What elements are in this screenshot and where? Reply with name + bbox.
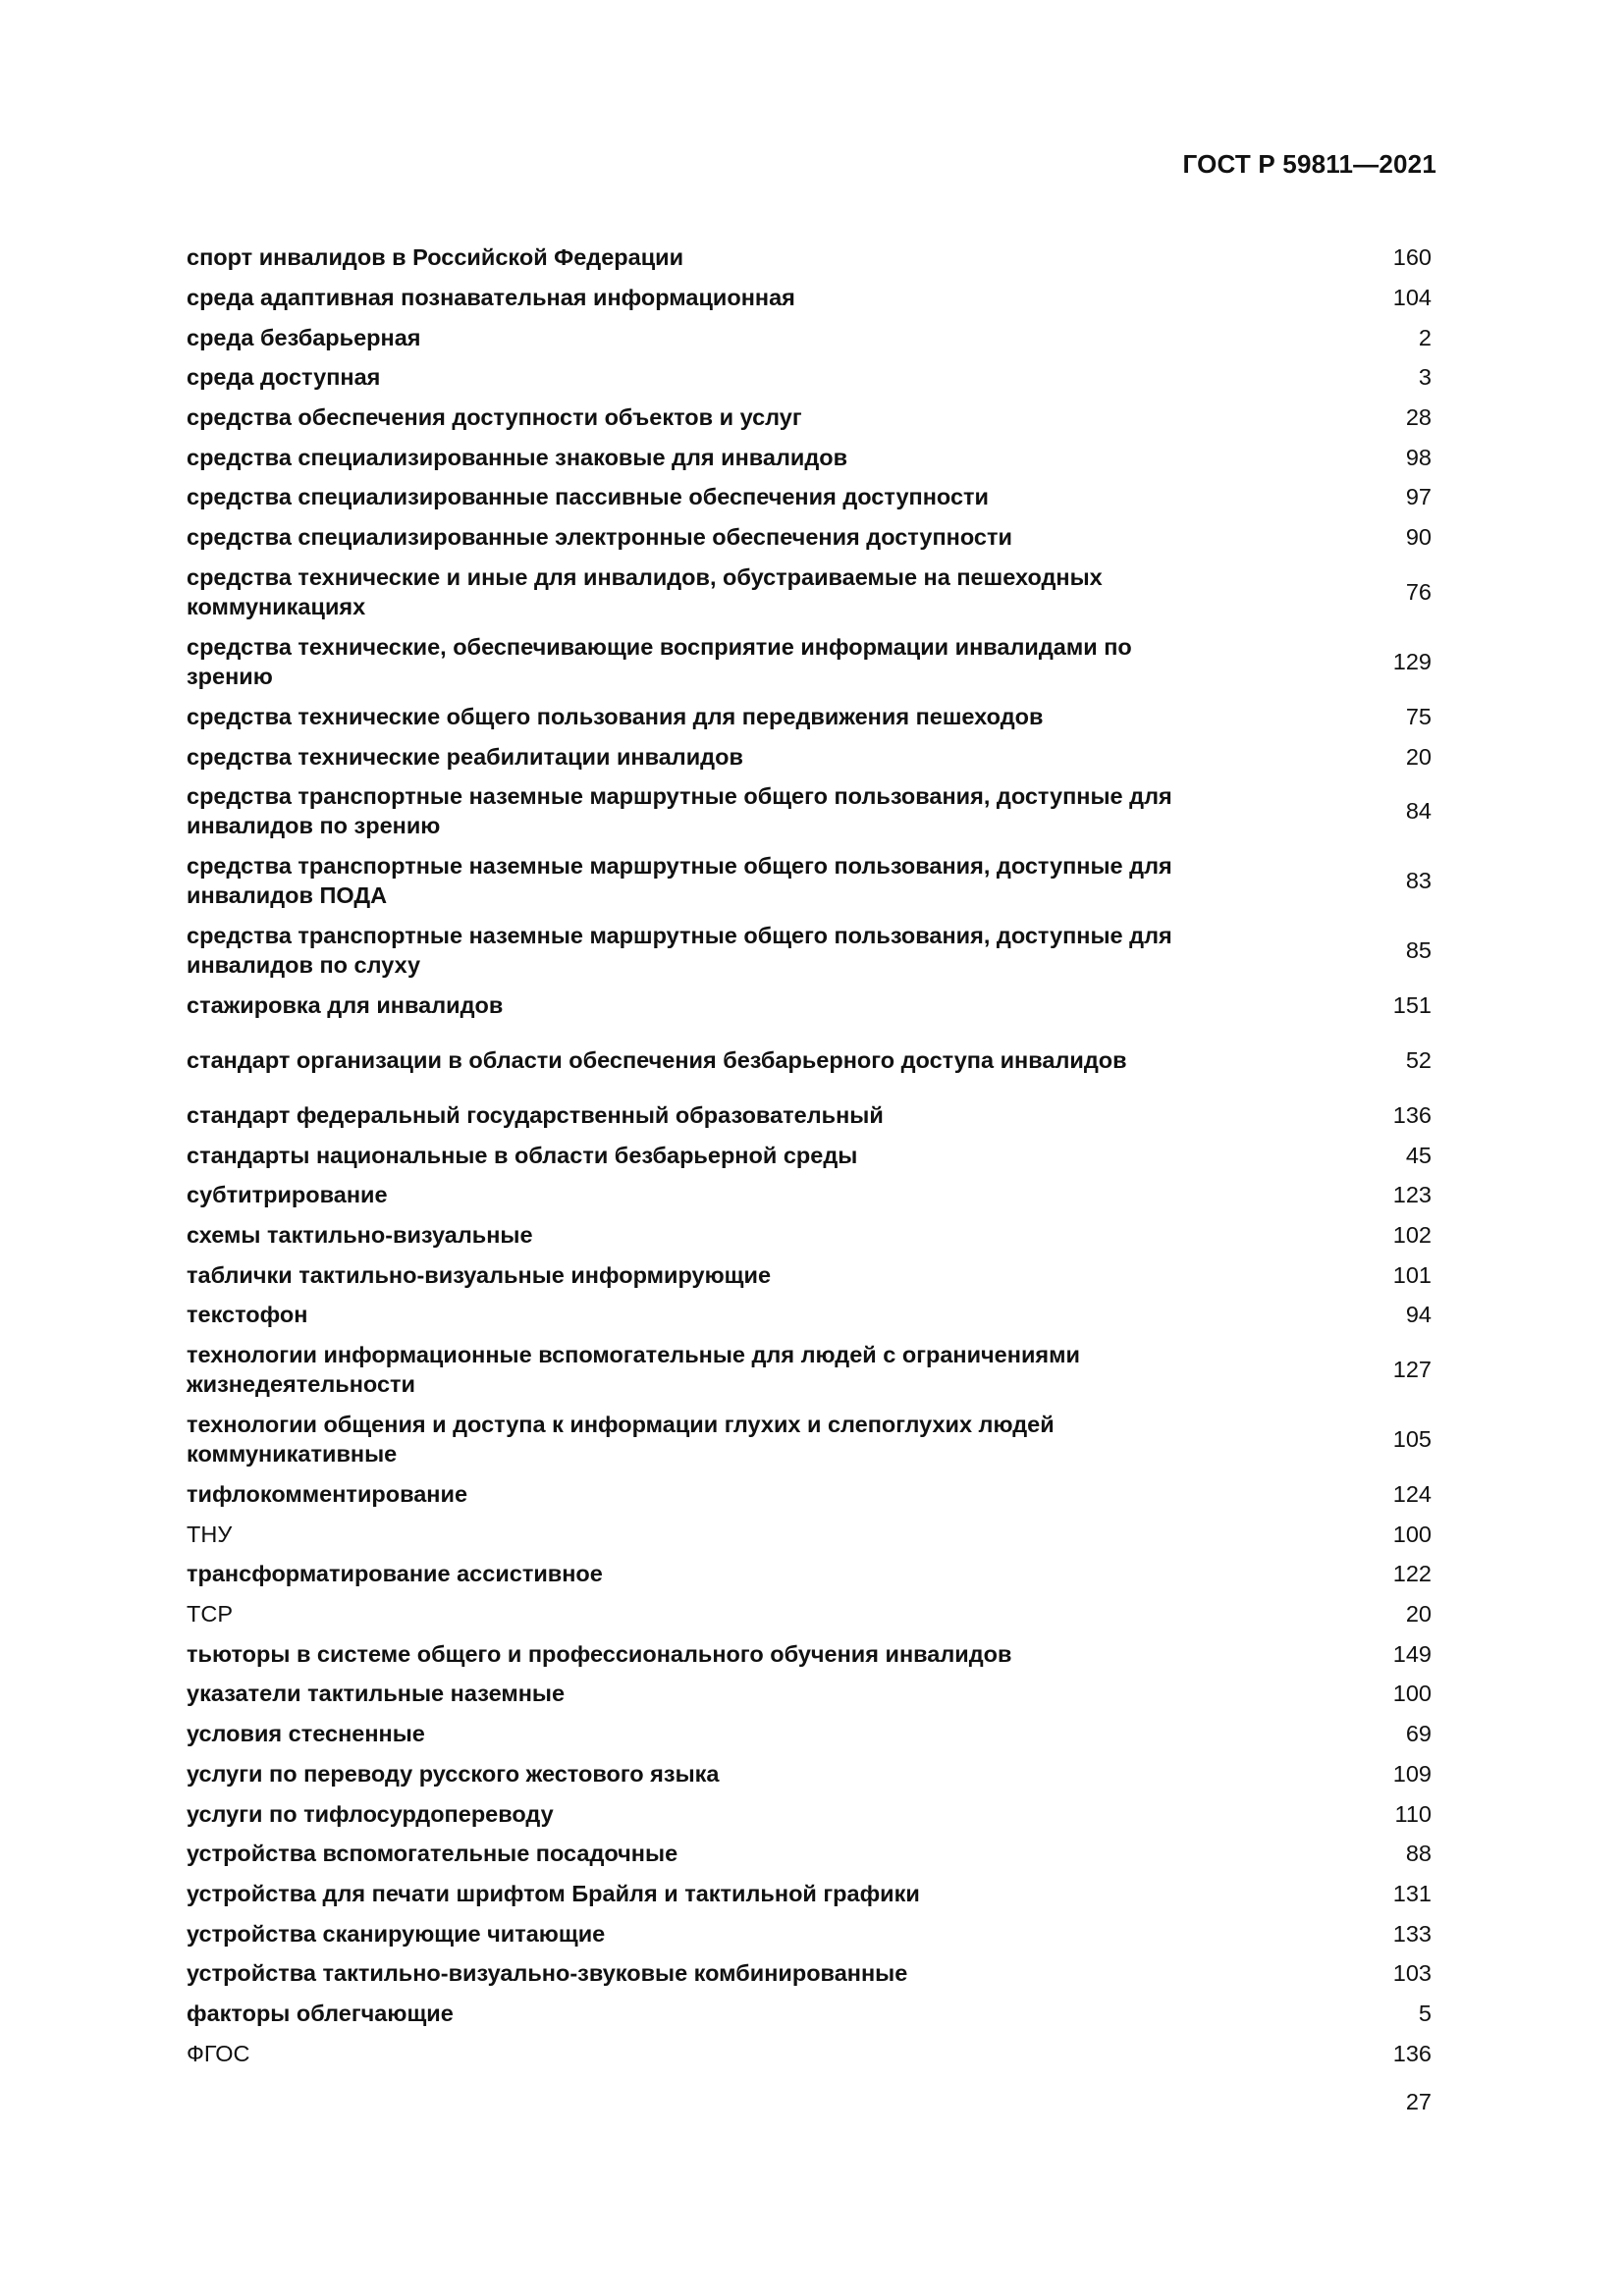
index-entry bbox=[187, 846, 1432, 916]
index-term: средства специализированные знаковые для инвалидов bbox=[187, 444, 848, 470]
index-entry bbox=[187, 437, 1432, 477]
index-entry bbox=[187, 1994, 1432, 2034]
index-number: 123 bbox=[1392, 1182, 1432, 1208]
index-entry bbox=[187, 1554, 1432, 1594]
index-entry bbox=[187, 357, 1432, 398]
index-term: средства технические реабилитации инвалидов bbox=[187, 743, 743, 770]
index-entry bbox=[187, 1095, 1432, 1136]
index-term: стандарты национальные в области безбарьерной среды bbox=[187, 1142, 858, 1168]
index-entry bbox=[187, 1135, 1432, 1175]
index-entry bbox=[187, 1474, 1432, 1515]
index-entry bbox=[187, 1295, 1432, 1335]
index-number: 122 bbox=[1392, 1561, 1432, 1587]
index-term: стандарт федеральный государственный образовательный bbox=[187, 1101, 884, 1128]
index-number: 104 bbox=[1392, 285, 1432, 311]
index-term: указатели тактильные наземные bbox=[187, 1681, 566, 1707]
index-term: средства технические, обеспечивающие восприятие информации инвалидами по зрению bbox=[187, 634, 1132, 689]
index-term: среда доступная bbox=[187, 364, 381, 391]
index-term: схемы тактильно-визуальные bbox=[187, 1221, 533, 1248]
index-number: 124 bbox=[1392, 1481, 1432, 1508]
index-entry bbox=[187, 1674, 1432, 1714]
index-entry bbox=[187, 697, 1432, 737]
index-number: 88 bbox=[1405, 1841, 1432, 1867]
index-number: 100 bbox=[1392, 1521, 1432, 1547]
index-entry bbox=[187, 1633, 1432, 1674]
index-number: 20 bbox=[1405, 1601, 1432, 1628]
index-term: среда адаптивная познавательная информационная bbox=[187, 285, 795, 311]
index-entry bbox=[187, 736, 1432, 776]
index-entry bbox=[187, 627, 1432, 697]
index-term: трансформатирование ассистивное bbox=[187, 1561, 603, 1587]
index-entry bbox=[187, 1874, 1432, 1914]
index-number: 2 bbox=[1418, 324, 1432, 350]
index-term: устройства сканирующие читающие bbox=[187, 1920, 606, 1947]
index-number: 28 bbox=[1405, 404, 1432, 431]
index-entry bbox=[187, 317, 1432, 357]
index-term: текстофон bbox=[187, 1302, 308, 1328]
index-term: факторы облегчающие bbox=[187, 2000, 454, 2026]
index-number: 103 bbox=[1392, 1960, 1432, 1987]
index-number: 5 bbox=[1418, 2000, 1432, 2026]
index-number: 84 bbox=[1405, 798, 1432, 825]
index-entry bbox=[187, 2033, 1432, 2073]
index-term: средства транспортные наземные маршрутные общего пользования, доступные для инвалидов ПОДА bbox=[187, 853, 1172, 909]
index-term: средства специализированные электронные обеспечения доступности bbox=[187, 524, 1012, 551]
index-number: 109 bbox=[1392, 1760, 1432, 1787]
index-number: 149 bbox=[1392, 1640, 1432, 1667]
index-number: 105 bbox=[1392, 1426, 1432, 1453]
index-number: 127 bbox=[1392, 1357, 1432, 1383]
index-term: средства технические и иные для инвалидов, обустраиваемые на пешеходных коммуникациях bbox=[187, 564, 1103, 619]
index-entry bbox=[187, 1834, 1432, 1874]
index-term: субтитрирование bbox=[187, 1182, 388, 1208]
index-number: 110 bbox=[1394, 1800, 1432, 1827]
index-term: таблички тактильно-визуальные информирующие bbox=[187, 1261, 772, 1288]
index-entry bbox=[187, 238, 1432, 278]
index-term: средства технические общего пользования для передвижения пешеходов bbox=[187, 703, 1044, 729]
index-list bbox=[187, 238, 1432, 2073]
index-number: 3 bbox=[1418, 364, 1432, 391]
index-entry bbox=[187, 278, 1432, 318]
index-number: 90 bbox=[1405, 524, 1432, 551]
index-term: средства транспортные наземные маршрутные общего пользования, доступные для инвалидов по зрению bbox=[187, 783, 1172, 839]
index-entry bbox=[187, 1594, 1432, 1634]
index-term: спорт инвалидов в Российской Федерации bbox=[187, 244, 684, 271]
index-number: 102 bbox=[1392, 1221, 1432, 1248]
index-entry bbox=[187, 1405, 1432, 1474]
index-number: 98 bbox=[1405, 444, 1432, 470]
index-number: 69 bbox=[1405, 1721, 1432, 1747]
index-term: технологии общения и доступа к информации глухих и слепоглухих людей коммуникативные bbox=[187, 1412, 1055, 1468]
index-term: стандарт организации в области обеспечения безбарьерного доступа инвалидов bbox=[187, 1047, 1127, 1074]
index-entry bbox=[187, 916, 1432, 986]
index-entry bbox=[187, 1754, 1432, 1794]
index-term: устройства для печати шрифтом Брайля и тактильной графики bbox=[187, 1880, 920, 1906]
page-number: 27 bbox=[1405, 2089, 1432, 2114]
index-term: условия стесненные bbox=[187, 1721, 425, 1747]
index-term: средства специализированные пассивные обеспечения доступности bbox=[187, 484, 989, 510]
index-term: тифлокомментирование bbox=[187, 1481, 468, 1508]
index-number: 133 bbox=[1392, 1920, 1432, 1947]
index-number: 160 bbox=[1392, 244, 1432, 271]
index-number: 52 bbox=[1405, 1047, 1432, 1074]
index-number: 101 bbox=[1392, 1261, 1432, 1288]
index-number: 97 bbox=[1405, 484, 1432, 510]
index-entry bbox=[187, 1215, 1432, 1255]
index-term: ФГОС bbox=[187, 2040, 250, 2066]
index-number: 100 bbox=[1392, 1681, 1432, 1707]
index-term: средства транспортные наземные маршрутные общего пользования, доступные для инвалидов по слуху bbox=[187, 923, 1172, 979]
index-number: 76 bbox=[1405, 579, 1432, 605]
index-number: 45 bbox=[1405, 1142, 1432, 1168]
index-entry bbox=[187, 398, 1432, 438]
page-header-standard-code: ГОСТ Р 59811—2021 bbox=[1182, 149, 1436, 179]
index-number: 151 bbox=[1392, 992, 1432, 1019]
index-term: ТНУ bbox=[187, 1521, 233, 1547]
index-number: 83 bbox=[1405, 868, 1432, 894]
index-entry bbox=[187, 1175, 1432, 1215]
index-number: 136 bbox=[1392, 1101, 1432, 1128]
index-entry bbox=[187, 1514, 1432, 1554]
index-term: ТСР bbox=[187, 1601, 233, 1628]
index-number: 20 bbox=[1405, 743, 1432, 770]
index-number: 75 bbox=[1405, 703, 1432, 729]
index-entry bbox=[187, 1026, 1432, 1095]
index-term: устройства тактильно-визуально-звуковые комбинированные bbox=[187, 1960, 908, 1987]
index-entry bbox=[187, 1255, 1432, 1295]
index-term: тьюторы в системе общего и профессионального обучения инвалидов bbox=[187, 1640, 1012, 1667]
index-entry bbox=[187, 1913, 1432, 1953]
index-number: 85 bbox=[1405, 937, 1432, 964]
index-entry bbox=[187, 1714, 1432, 1754]
index-term: стажировка для инвалидов bbox=[187, 992, 504, 1019]
index-entry bbox=[187, 1793, 1432, 1834]
index-entry bbox=[187, 1335, 1432, 1405]
index-term: технологии информационные вспомогательные для людей с ограничениями жизнедеятельности bbox=[187, 1342, 1080, 1398]
index-entry bbox=[187, 986, 1432, 1026]
index-number: 129 bbox=[1392, 649, 1432, 674]
index-term: средства обеспечения доступности объектов и услуг bbox=[187, 404, 802, 431]
index-entry bbox=[187, 558, 1432, 627]
index-number: 136 bbox=[1392, 2040, 1432, 2066]
index-entry bbox=[187, 477, 1432, 517]
index-entry bbox=[187, 776, 1432, 846]
index-number: 131 bbox=[1392, 1880, 1432, 1906]
index-entry bbox=[187, 1953, 1432, 1994]
index-term: услуги по переводу русского жестового языка bbox=[187, 1760, 720, 1787]
index-term: услуги по тифлосурдопереводу bbox=[187, 1800, 554, 1827]
index-entry bbox=[187, 517, 1432, 558]
index-term: среда безбарьерная bbox=[187, 324, 421, 350]
index-term: устройства вспомогательные посадочные bbox=[187, 1841, 678, 1867]
index-number: 94 bbox=[1405, 1302, 1432, 1328]
